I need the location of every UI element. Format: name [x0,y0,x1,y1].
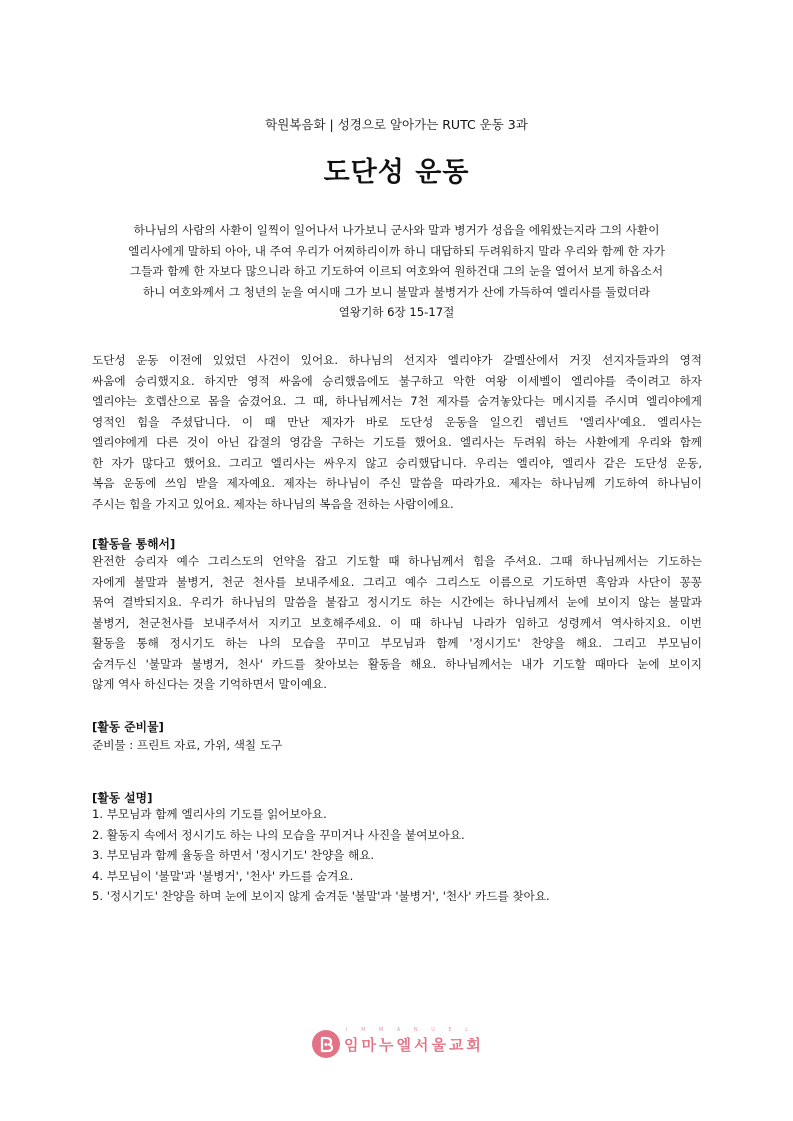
verse-line: 하나님의 사람의 사환이 일찍이 일어나서 나가보니 군사와 말과 병거가 성읍을 에워쌌는지라 그의 사환이 [133,223,660,237]
paragraph-line: 싸움에 승리했지요. 하지만 영적 싸움에 승리했음에도 불구하고 악한 여왕 이세벨이 엘리야를 죽이려고 하자 [92,373,702,388]
section-title-instructions: [활동 설명] [92,791,153,805]
verse-line: 하니 여호와께서 그 청년의 눈을 여시매 그가 보니 불말과 불병거가 산에 가득하여 엘리사를 둘렀더라 [142,284,651,299]
church-logo-icon [312,1030,340,1058]
section-title-materials: [활동 준비물] [92,720,164,734]
intro-paragraph [92,350,702,514]
paragraph-line: 숨겨두신 '불말과 불병거, 천사' 카드를 찾아보는 활동을 해요. 하나님께서는 내가 기도할 때마다 눈에 보이지 [92,656,702,671]
paragraph-line: 영적인 힘을 주셨답니다. 이 때 만난 제자가 바로 도단성 운동을 일으킨 렘넌트 '엘리사'예요. 엘리사는 [92,414,702,429]
verse-reference: 열왕기하 6장 15-17절 [338,305,455,319]
list-item: 4. 부모님이 '불말'과 '불병거', '천사' 카드를 숨겨요. [92,868,354,883]
list-item: 3. 부모님과 함께 율동을 하면서 '정시기도' 찬양을 해요. [92,848,375,862]
page-header: 학원복음화 | 성경으로 알아가는 RUTC 운동 3과 [265,117,528,132]
paragraph-line: 한 자가 많다고 했어요. 그리고 엘리사는 싸우지 않고 승리했답니다. 우리는 엘리야, 엘리사 같은 도단성 운동, [92,455,702,470]
scripture-verse [60,220,733,323]
paragraph-line: 묶여 결박되지요. 우리가 하나님의 말씀을 붙잡고 정시기도 하는 시간에는 하나님께서 눈에 보이지 않는 불말과 [92,595,702,609]
list-item: 2. 활동지 속에서 정시기도 하는 나의 모습을 꾸미거나 사진을 붙여보아요. [92,827,465,842]
section-body-activity [92,551,702,695]
paragraph-line: 주시는 힘을 가지고 있어요. 제자는 하나님의 복음을 전하는 사람이에요. [92,496,454,511]
section-body-materials [92,735,702,756]
paragraph-line: 않게 역사 하신다는 것을 기억하면서 말이예요. [92,677,327,691]
paragraph-line: 엘리야는 호렙산으로 몸을 숨겼어요. 그 때, 하나님께서는 7천 제자를 숨겨놓았다는 메시지를 주시며 엘리야에게 [92,394,702,408]
materials-text: 준비물 : 프린트 자료, 가위, 색칠 도구 [92,738,283,752]
list-item: 5. '정시기도' 찬양을 하며 눈에 보이지 않게 숨겨둔 '불말'과 '불병거', '천사' 카드를 찾아요. [92,889,550,903]
paragraph-line: 복음 운동에 쓰임 받을 제자예요. 제자는 하나님이 주신 말씀을 따라가요. 제자는 하나님께 기도하여 하나님이 [92,476,702,490]
paragraph-line: 활동을 통해 정시기도 하는 나의 모습을 꾸미고 부모님과 함께 '정시기도' 찬양을 해요. 그리고 부모님이 [92,636,702,650]
list-item: 1. 부모님과 함께 엘리사의 기도를 읽어보아요. [92,807,327,821]
logo-text: 임마누엘서울교회 [344,1035,484,1054]
verse-line: 엘리사에게 말하되 아아, 내 주여 우리가 어찌하리이까 하니 대답하되 두려워하지 말라 우리와 함께 한 자가 [128,243,665,258]
paragraph-line: 자에게 불말과 불병거, 천군 천사를 보내주세요. 그리고 예수 그리스도 이름으로 기도하면 흑암과 사단이 꽁꽁 [92,574,702,589]
section-title-activity: [활동을 통해서] [92,537,176,551]
verse-line: 그들과 함께 한 자보다 많으니라 하고 기도하여 이르되 여호와여 원하건대 그의 눈을 열어서 보게 하옵소서 [129,264,664,278]
instruction-list [92,804,702,907]
paragraph-line: 엘리야에게 다른 것이 아닌 갑절의 영감을 구하는 기도를 했어요. 엘리사는 두려워 하는 사환에게 우리와 함께 [92,435,702,449]
logo-subtext: I M M A N U E L [346,1026,474,1033]
page-title: 도단성 운동 [323,157,470,188]
paragraph-line: 불병거, 천군천사를 보내주셔서 지키고 보호해주세요. 이 때 하나님 나라가 임하고 성령께서 역사하지요. 이번 [92,615,702,630]
paragraph-line: 완전한 승리자 예수 그리스도의 언약을 잡고 기도할 때 하나님께서 힘을 주셔요. 그때 하나님께서는 기도하는 [92,554,702,568]
paragraph-line: 도단성 운동 이전에 있었던 사건이 있어요. 하나님의 선지자 엘리야가 갈멜산에서 거짓 선지자들과의 영적 [92,353,702,367]
church-logo [312,1026,484,1058]
